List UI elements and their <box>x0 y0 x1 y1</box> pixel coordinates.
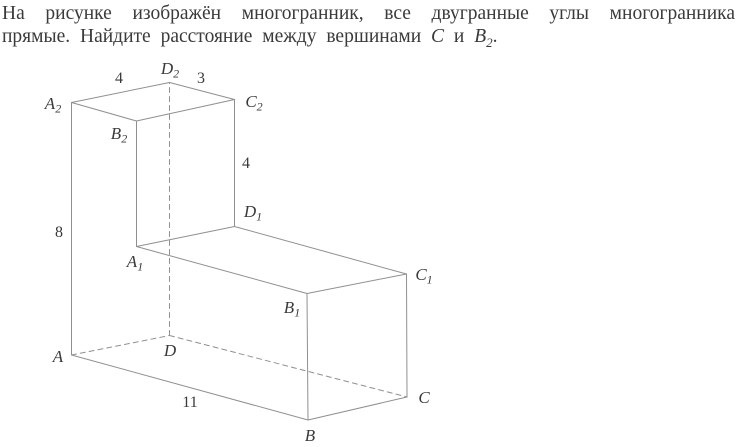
problem-line-2-prefix: прямые. Найдите расстояние между вершинами <box>2 26 422 47</box>
vertex-name-b2: $B_2$ <box>474 26 493 50</box>
vertex-label-B1: $B_1$ <box>283 298 301 320</box>
dimension-label-4: 4 <box>115 70 123 87</box>
vertex-label-C1: $C_1$ <box>415 265 433 287</box>
vertex-label-D: D <box>163 341 177 360</box>
vertex-name-c: C <box>431 26 445 47</box>
edge-B1-B <box>307 294 308 421</box>
conjunction: и <box>453 26 465 47</box>
vertex-label-C: C <box>418 388 430 407</box>
sentence-period: . <box>492 26 498 47</box>
dimension-label-4: 4 <box>242 155 250 172</box>
vertex-label-A2: $A_2$ <box>44 94 62 116</box>
dimension-label-3: 3 <box>197 70 205 87</box>
vertex-label-C2: $C_2$ <box>245 92 263 114</box>
dimension-label-8: 8 <box>55 224 63 241</box>
vertex-label-A1: $A_1$ <box>126 252 144 274</box>
edge-C1-C <box>407 274 408 397</box>
edge-A1-D1 <box>137 227 235 247</box>
vertex-label-B: B <box>304 426 316 445</box>
vertex-label-B2: $B_2$ <box>110 124 128 146</box>
problem-line-1: На рисунке изображён многогранник, все двугранные углы многогранника <box>2 3 735 24</box>
edge-D-C <box>170 336 408 398</box>
vertex-label-A: A <box>52 347 64 366</box>
edge-B-C <box>308 397 407 420</box>
edge-D1-C1 <box>235 227 407 275</box>
edge-B2-C2 <box>137 100 235 122</box>
edge-B1-C1 <box>307 274 407 294</box>
edge-A2-B2 <box>72 103 137 122</box>
vertex-label-D1: $D_1$ <box>243 202 263 224</box>
edge-A1-B1 <box>137 247 308 294</box>
vertex-label-D2: $D_2$ <box>160 59 180 81</box>
dimension-label-11: 11 <box>182 394 198 411</box>
edge-A-D <box>72 336 170 356</box>
